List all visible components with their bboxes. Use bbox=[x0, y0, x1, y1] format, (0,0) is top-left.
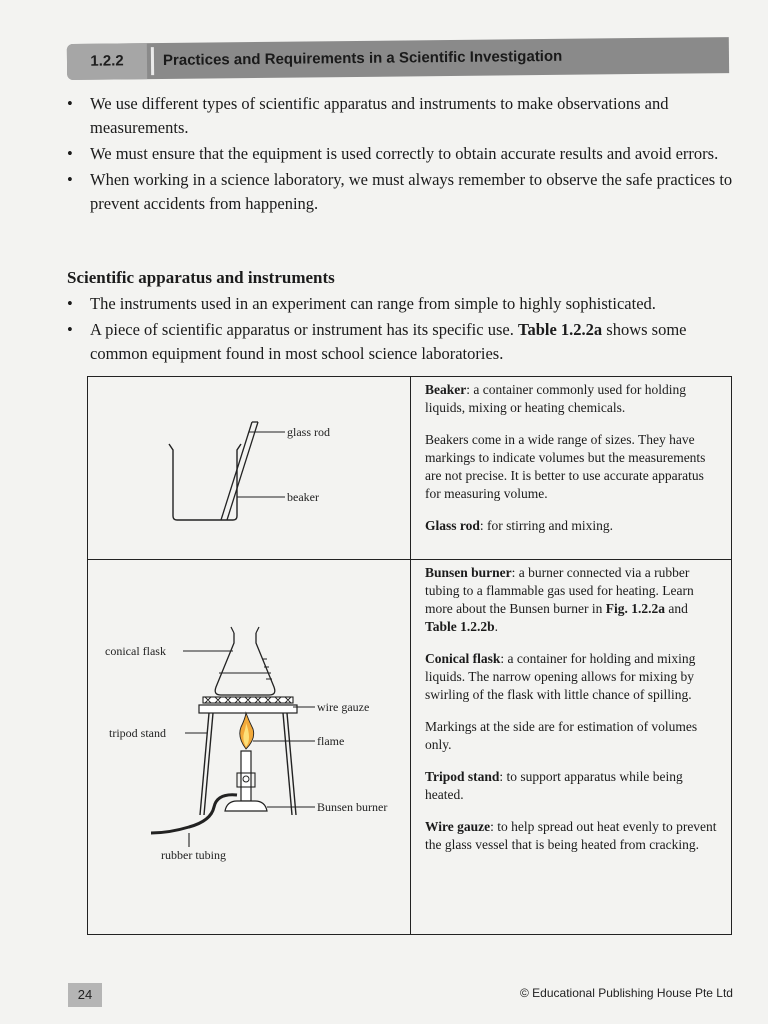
beaker-definition: Beaker: a container commonly used for holding liquids, mixing or heating chemicals. bbox=[425, 382, 686, 415]
beaker-diagram-cell bbox=[88, 377, 411, 560]
flame-label: flame bbox=[317, 734, 345, 748]
flask-rim bbox=[231, 627, 259, 633]
beaker-diagram bbox=[89, 378, 409, 558]
beaker-label: beaker bbox=[287, 490, 319, 504]
rubber-tubing bbox=[151, 795, 237, 833]
bunsen-term: Bunsen burner bbox=[425, 565, 512, 580]
page-number: 24 bbox=[68, 983, 102, 1007]
rubber-tubing-label: rubber tubing bbox=[161, 848, 226, 862]
bunsen-diagram-cell bbox=[88, 560, 411, 935]
section-bullet: • The instruments used in an experiment can range from simple to highly sophisticated. bbox=[65, 292, 733, 316]
table-reference: Table 1.2.2b bbox=[425, 619, 495, 634]
tripod-leg bbox=[287, 713, 296, 815]
bunsen-setup-diagram bbox=[89, 561, 409, 933]
intro-bullet: • We must ensure that the equipment is used correctly to obtain accurate results and avoid errors. bbox=[65, 142, 733, 166]
glass-rod-definition: Glass rod: for stirring and mixing. bbox=[425, 518, 613, 533]
conical-flask-outline bbox=[215, 633, 275, 695]
figure-reference: Fig. 1.2.2a bbox=[605, 601, 665, 616]
conical-flask-note: Markings at the side are for estimation of volumes only. bbox=[425, 719, 698, 752]
tripod-leg bbox=[204, 713, 213, 815]
tripod-stand-label: tripod stand bbox=[109, 726, 166, 740]
conical-flask-label: conical flask bbox=[105, 644, 166, 658]
section-bullet-list bbox=[65, 292, 733, 366]
table-row bbox=[88, 377, 732, 560]
bullet-text: shows some common equipment found in most school science laboratories. bbox=[90, 320, 687, 363]
bullet-text: A piece of scientific apparatus or instrument has its specific use. bbox=[90, 320, 514, 339]
section-number: 1.2.2 bbox=[67, 43, 147, 80]
tripod-leg bbox=[283, 713, 292, 815]
table-reference: Table 1.2.2a bbox=[517, 320, 603, 339]
bunsen-burner-label: Bunsen burner bbox=[317, 800, 388, 814]
bunsen-definition: Bunsen burner: a burner connected via a rubber tubing to a flammable gas used for heating. Learn more about the Bunsen burner in Fig. 1.2.2a and Table 1.2.2b. bbox=[425, 565, 694, 634]
table-row bbox=[88, 560, 732, 935]
beaker-description-cell bbox=[411, 377, 732, 560]
conical-flask-definition: Conical flask: a container for holding and mixing liquids. The narrow opening allows for mixing by swirling of the flask with little chance of spilling. bbox=[425, 651, 696, 702]
wire-gauze-label: wire gauze bbox=[317, 700, 370, 714]
burner-base bbox=[225, 801, 267, 811]
intro-bullet: • We use different types of scientific apparatus and instruments to make observations and measurements. bbox=[65, 92, 733, 140]
tripod-leg bbox=[200, 713, 209, 815]
glass-rod-term: Glass rod bbox=[425, 518, 480, 533]
beaker-term: Beaker bbox=[425, 382, 467, 397]
equipment-table bbox=[87, 376, 732, 935]
header-divider bbox=[151, 47, 154, 75]
section-header-bar bbox=[67, 37, 729, 80]
section-bullet bbox=[65, 318, 733, 366]
tripod-top bbox=[199, 705, 297, 713]
copyright-notice: © Educational Publishing House Pte Ltd bbox=[520, 986, 733, 1000]
tripod-stand-definition: Tripod stand: to support apparatus while being heated. bbox=[425, 769, 683, 802]
intro-bullet: • When working in a science laboratory, we must always remember to observe the safe practices to prevent accidents from happening. bbox=[65, 168, 733, 216]
tripod-stand-term: Tripod stand bbox=[425, 769, 500, 784]
section-heading: Scientific apparatus and instruments bbox=[67, 268, 335, 287]
bunsen-description-cell bbox=[411, 560, 732, 935]
intro-bullet-list bbox=[65, 92, 733, 216]
section-title: Practices and Requirements in a Scientific Investigation bbox=[162, 47, 563, 69]
wire-gauze-definition: Wire gauze: to help spread out heat evenly to prevent the glass vessel that is being heated from cracking. bbox=[425, 819, 717, 852]
glass-rod-edge bbox=[227, 422, 258, 520]
glass-rod-label: glass rod bbox=[287, 425, 330, 439]
conical-flask-term: Conical flask bbox=[425, 651, 501, 666]
beaker-note: Beakers come in a wide range of sizes. They have markings to indicate volumes but the measurements are not precise. It is better to use accurate apparatus for measuring volume. bbox=[425, 432, 706, 501]
wire-gauze-term: Wire gauze bbox=[425, 819, 491, 834]
